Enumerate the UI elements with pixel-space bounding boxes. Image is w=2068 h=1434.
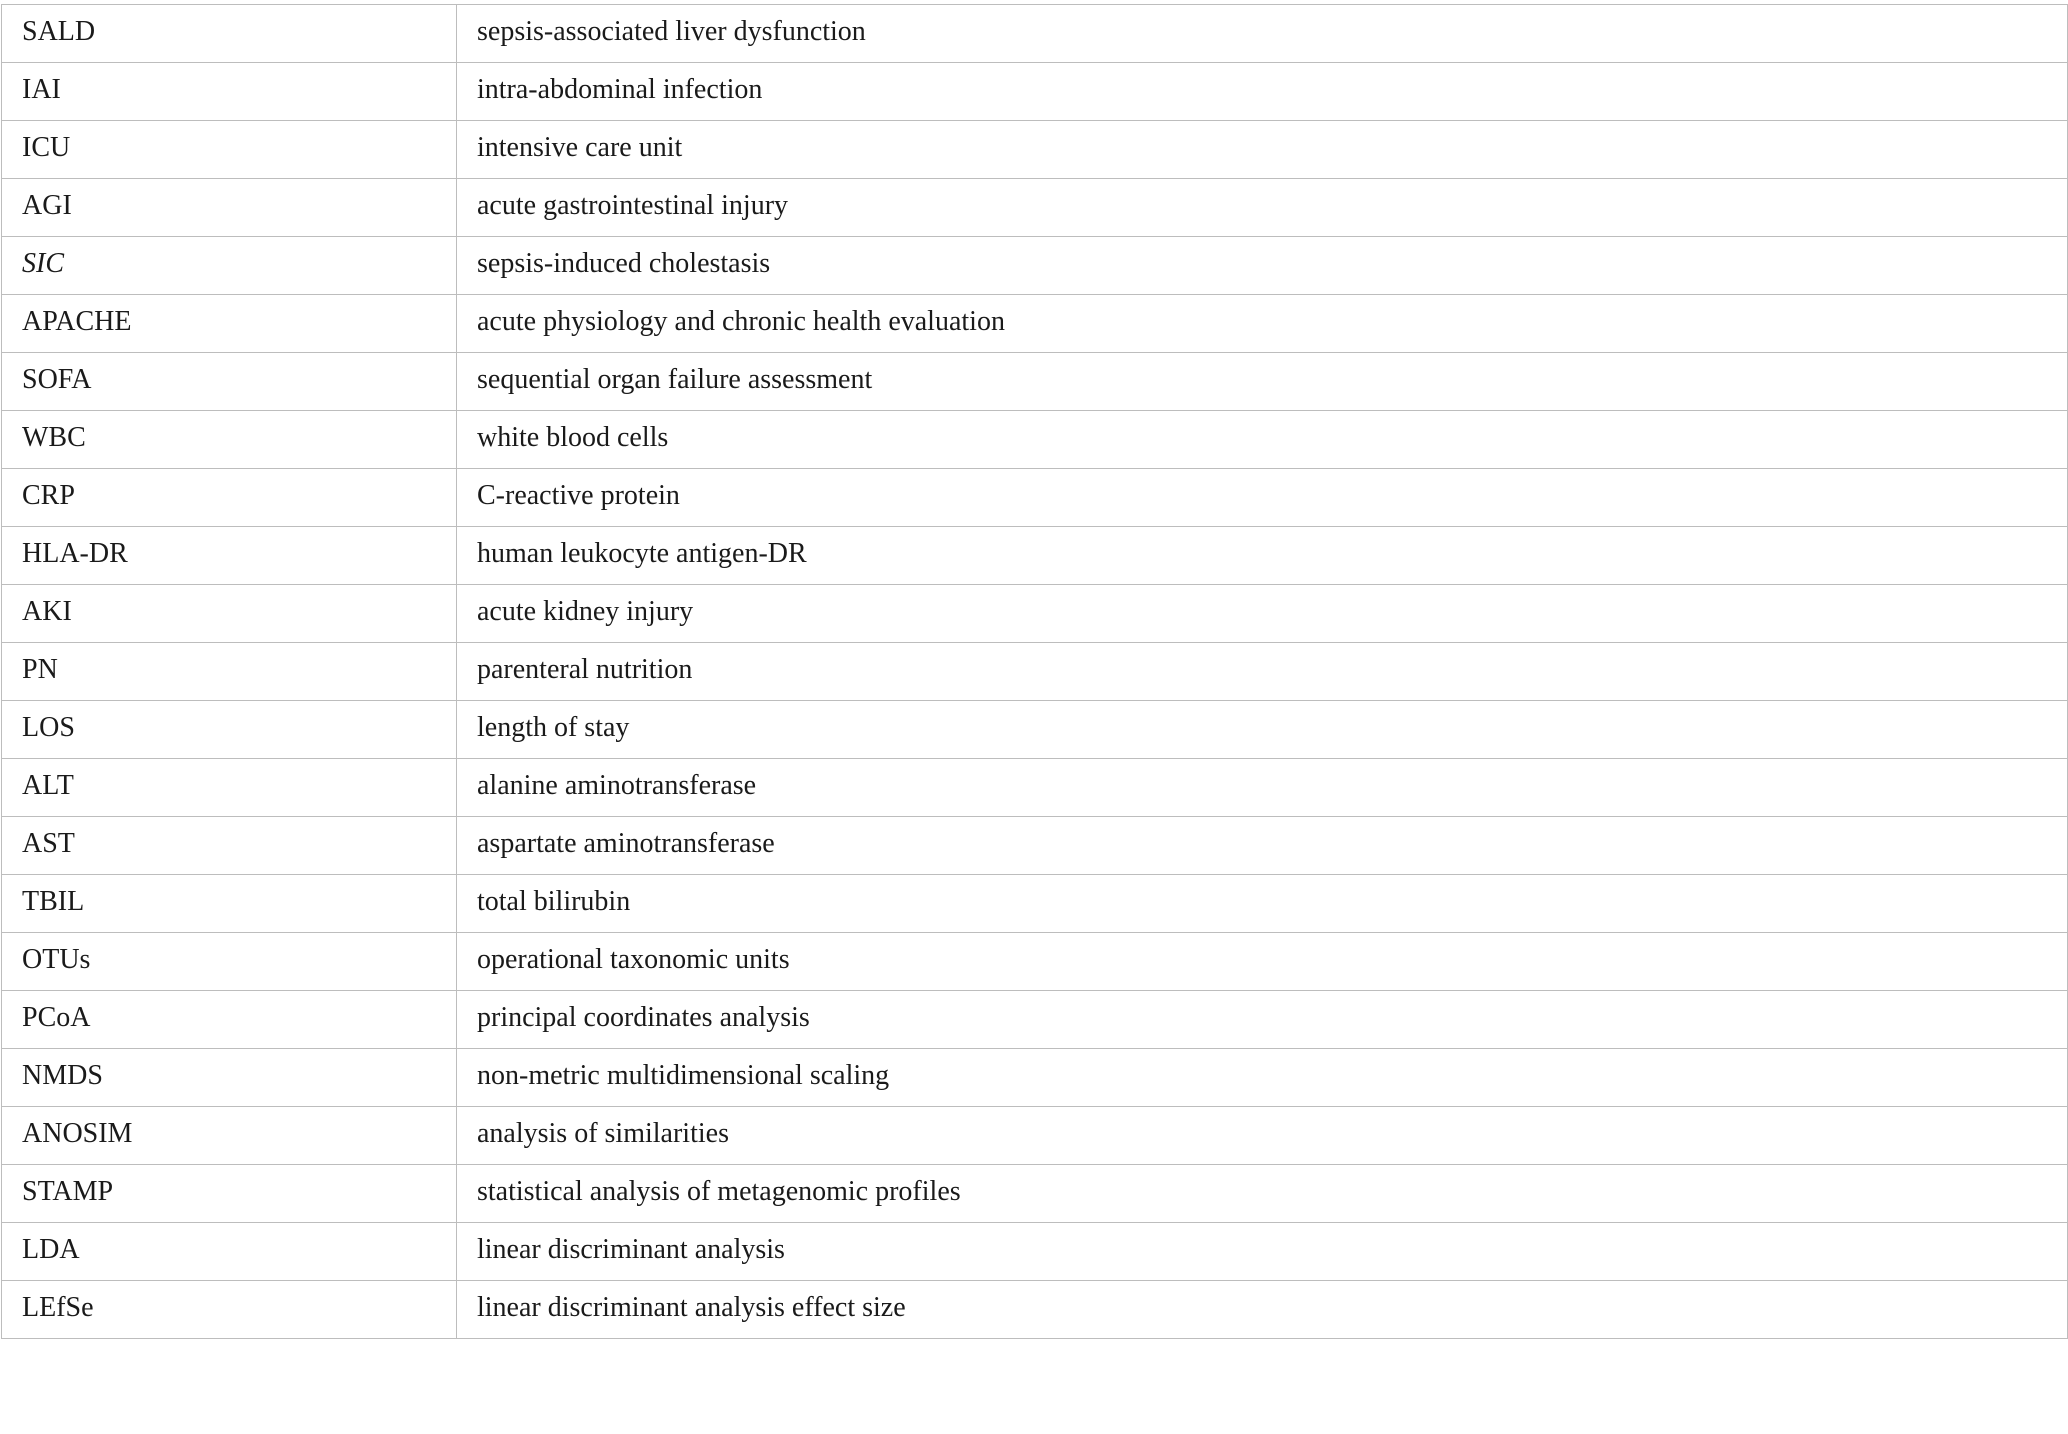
table-row xyxy=(2,643,2068,701)
table-row xyxy=(2,237,2068,295)
abbreviation-cell: TBIL xyxy=(2,875,457,933)
table-row xyxy=(2,353,2068,411)
definition-cell: acute physiology and chronic health evaluation xyxy=(457,295,2068,353)
definition-cell: human leukocyte antigen-DR xyxy=(457,527,2068,585)
abbreviation-cell: ICU xyxy=(2,121,457,179)
abbreviation-cell: ANOSIM xyxy=(2,1107,457,1165)
abbreviation-cell: AST xyxy=(2,817,457,875)
abbreviation-cell: PN xyxy=(2,643,457,701)
table-row xyxy=(2,875,2068,933)
table-row xyxy=(2,759,2068,817)
table-row xyxy=(2,1281,2068,1339)
abbreviation-cell: AGI xyxy=(2,179,457,237)
abbreviation-cell: PCoA xyxy=(2,991,457,1049)
definition-cell: intensive care unit xyxy=(457,121,2068,179)
table-row xyxy=(2,1223,2068,1281)
abbreviation-cell: SALD xyxy=(2,5,457,63)
definition-cell: principal coordinates analysis xyxy=(457,991,2068,1049)
table-row xyxy=(2,63,2068,121)
abbreviation-cell: APACHE xyxy=(2,295,457,353)
definition-cell: sepsis-induced cholestasis xyxy=(457,237,2068,295)
table-row xyxy=(2,121,2068,179)
definition-cell: white blood cells xyxy=(457,411,2068,469)
abbreviation-cell: SIC xyxy=(2,237,457,295)
definition-cell: C-reactive protein xyxy=(457,469,2068,527)
abbreviation-cell: ALT xyxy=(2,759,457,817)
abbreviation-cell: STAMP xyxy=(2,1165,457,1223)
abbreviation-cell: WBC xyxy=(2,411,457,469)
table-row xyxy=(2,933,2068,991)
definition-cell: aspartate aminotransferase xyxy=(457,817,2068,875)
table-row xyxy=(2,701,2068,759)
abbreviation-cell: OTUs xyxy=(2,933,457,991)
table-row xyxy=(2,817,2068,875)
definition-cell: sepsis-associated liver dysfunction xyxy=(457,5,2068,63)
abbreviation-cell: SOFA xyxy=(2,353,457,411)
abbreviation-cell: LDA xyxy=(2,1223,457,1281)
definition-cell: analysis of similarities xyxy=(457,1107,2068,1165)
table-row xyxy=(2,1049,2068,1107)
definition-cell: acute gastrointestinal injury xyxy=(457,179,2068,237)
abbreviation-cell: LOS xyxy=(2,701,457,759)
abbreviation-cell: LEfSe xyxy=(2,1281,457,1339)
abbreviation-cell: AKI xyxy=(2,585,457,643)
definition-cell: operational taxonomic units xyxy=(457,933,2068,991)
table-row xyxy=(2,411,2068,469)
definition-cell: acute kidney injury xyxy=(457,585,2068,643)
table-row xyxy=(2,179,2068,237)
abbreviations-table-body xyxy=(2,5,2068,1339)
definition-cell: alanine aminotransferase xyxy=(457,759,2068,817)
definition-cell: parenteral nutrition xyxy=(457,643,2068,701)
abbreviation-cell: HLA-DR xyxy=(2,527,457,585)
abbreviations-table xyxy=(1,4,2068,1339)
table-row xyxy=(2,585,2068,643)
definition-cell: linear discriminant analysis effect size xyxy=(457,1281,2068,1339)
table-row xyxy=(2,1107,2068,1165)
definition-cell: statistical analysis of metagenomic profiles xyxy=(457,1165,2068,1223)
table-row xyxy=(2,469,2068,527)
definition-cell: length of stay xyxy=(457,701,2068,759)
table-row xyxy=(2,5,2068,63)
table-row xyxy=(2,527,2068,585)
table-row xyxy=(2,991,2068,1049)
abbreviation-cell: NMDS xyxy=(2,1049,457,1107)
abbreviation-cell: CRP xyxy=(2,469,457,527)
definition-cell: sequential organ failure assessment xyxy=(457,353,2068,411)
definition-cell: non-metric multidimensional scaling xyxy=(457,1049,2068,1107)
table-row xyxy=(2,295,2068,353)
table-row xyxy=(2,1165,2068,1223)
definition-cell: intra-abdominal infection xyxy=(457,63,2068,121)
definition-cell: linear discriminant analysis xyxy=(457,1223,2068,1281)
definition-cell: total bilirubin xyxy=(457,875,2068,933)
abbreviation-cell: IAI xyxy=(2,63,457,121)
